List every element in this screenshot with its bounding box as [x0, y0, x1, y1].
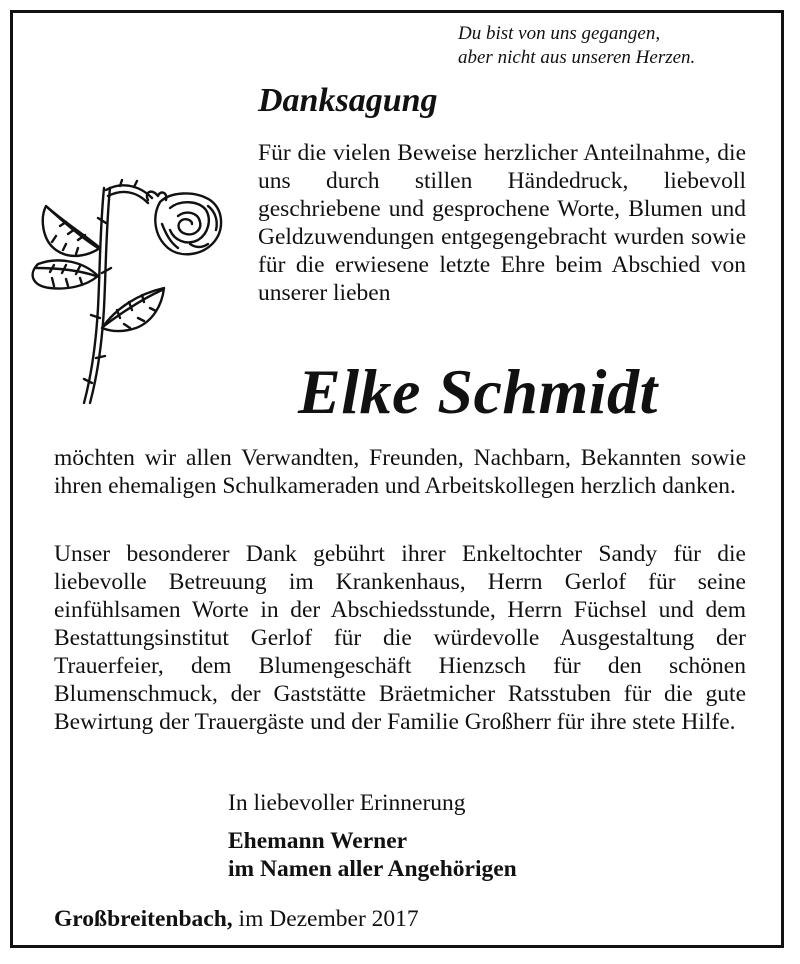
place: Großbreitenbach, — [54, 906, 233, 932]
motto-line-1: Du bist von uns gegangen, — [458, 23, 661, 44]
closing-phrase: In liebevoller Erinnerung — [228, 790, 466, 816]
special-thanks-paragraph: Unser besonderer Dank gebührt ihrer Enkeltochter Sandy für die liebevolle Betreuung im Krankenhaus, Herrn Gerlof für seine einfühlsamen Worte in der Abschiedsstunde, Herrn Füchsel und dem Bestattungsinstitut Gerlof für die würdevolle Ausgestaltung der Trauerfeier, dem Blumengeschäft Hienzsch für den schönen Blumenschmuck, der Gaststätte Bräetmicher Ratsstuben für die gute Bewirtung der Trauergäste und der Familie Großherr für ihre stete Hilfe. — [54, 541, 746, 735]
place-date — [54, 905, 419, 933]
motto-line-2: aber nicht aus unseren Herzen. — [458, 47, 696, 68]
intro-text: Für die vielen Beweise herzlicher Anteilnahme, die uns durch stillen Händedruck, liebevoll geschriebene und gesprochene Worte, Blumen und Geldzuwendungen entgegengebracht wurden sowie für die erwiesene letzte Ehre beim Abschied von unserer lieben — [258, 140, 746, 306]
signer-line-2: im Namen aller Angehörigen — [228, 856, 517, 882]
rose-icon — [20, 178, 230, 410]
signer-line-1: Ehemann Werner — [228, 828, 408, 854]
deceased-name: Elke Schmidt — [298, 356, 658, 427]
signers — [228, 827, 517, 883]
date: im Dezember 2017 — [232, 906, 419, 932]
heading: Danksagung — [258, 82, 438, 119]
thanks-paragraph: möchten wir allen Verwandten, Freunden, Nachbarn, Bekannten sowie ihren ehemaligen Schulkameraden und Arbeitskollegen herzlich danken. — [54, 445, 746, 499]
motto — [458, 22, 778, 70]
